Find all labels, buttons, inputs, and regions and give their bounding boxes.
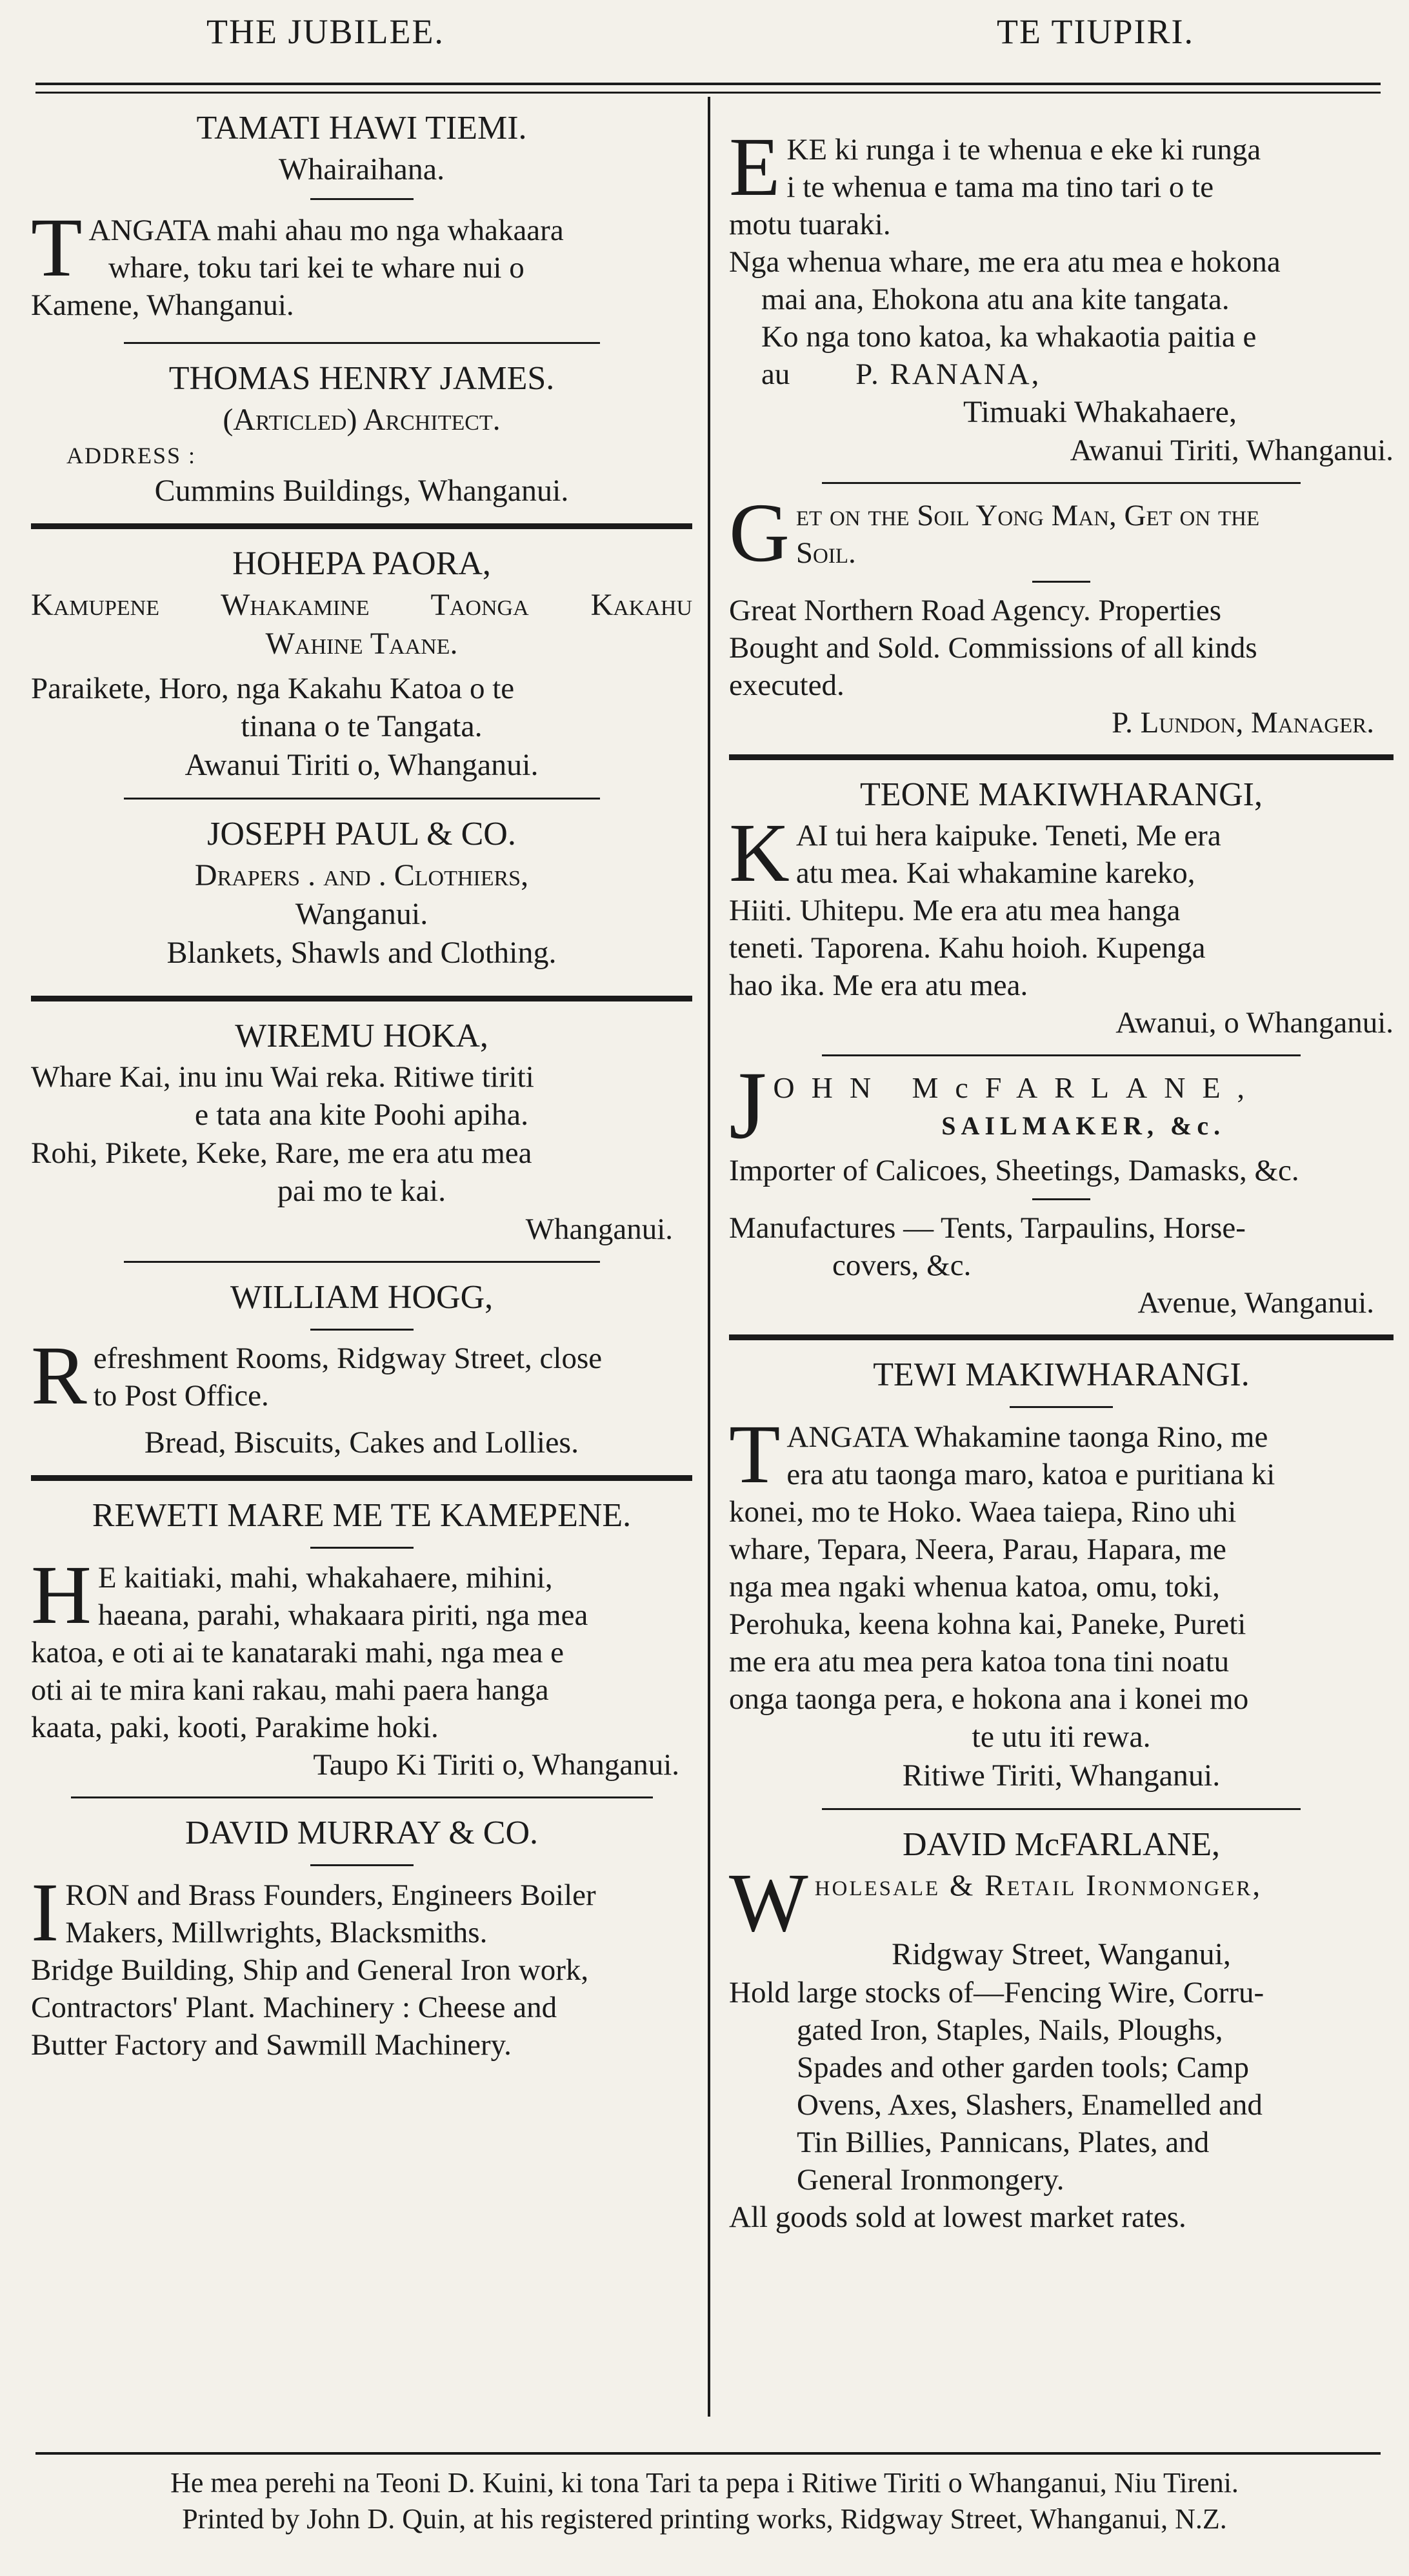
ad-line: AI tui hera kaipuke. Teneti, Me era <box>795 819 1221 852</box>
ad-line: et on the Soil Yong Man, Get on the <box>795 499 1260 532</box>
ad-hohepa <box>31 542 692 785</box>
ad-line: Hiiti. Uhitepu. Me era atu mea hanga <box>729 894 1181 927</box>
ad-line: Ritiwe Tiriti, Whanganui. <box>902 1758 1221 1793</box>
ad-line: whare, Tepara, Neera, Parau, Hapara, me <box>729 1533 1226 1566</box>
ad-line: Ovens, Axes, Slashers, Enamelled and <box>797 2088 1263 2122</box>
ad-line: Manufactures — Tents, Tarpaulins, Horse- <box>729 1211 1246 1245</box>
ad-line: onga taonga pera, e hokona ana i konei mo <box>729 1682 1249 1716</box>
section-rule <box>822 482 1301 484</box>
ad-line: Awanui Tiriti o, Whanganui. <box>185 748 539 782</box>
drop-cap: H <box>31 1549 92 1642</box>
short-rule <box>310 1864 414 1866</box>
short-rule <box>1032 1198 1090 1200</box>
ad-line: konei, mo te Hoko. Waea taiepa, Rino uhi <box>729 1495 1237 1529</box>
ad-line: General Ironmongery. <box>797 2163 1064 2197</box>
ad-line: hao ika. Me era atu mea. <box>729 969 1028 1002</box>
section-rule <box>729 1334 1394 1340</box>
section-rule <box>124 1261 600 1263</box>
ad-line: au <box>761 357 790 391</box>
ad-line: ANGATA Whakamine taonga Rino, me <box>786 1420 1268 1454</box>
ad-line: holesale & Retail Ironmonger, <box>814 1869 1263 1902</box>
ad-line: Whare Kai, inu inu Wai reka. Ritiwe tiriti <box>31 1060 534 1094</box>
ad-tewi <box>729 1353 1394 1795</box>
ad-line: Nga whenua whare, me era atu mea e hokona <box>729 245 1281 279</box>
ad-line: Hold large stocks of—Fencing Wire, Corru- <box>729 1976 1264 2009</box>
ad-line: Contractors' Plant. Machinery : Cheese and <box>31 1991 557 2024</box>
ad-line: nga mea ngaki whenua katoa, omu, toki, <box>729 1570 1220 1604</box>
short-rule <box>310 1547 414 1549</box>
ad-line: whare, toku tari kei te whare nui o <box>108 251 525 285</box>
ad-title: TEONE MAKIWHARANGI, <box>860 776 1263 813</box>
ad-line: RON and Brass Founders, Engineers Boiler <box>65 1878 596 1912</box>
ad-line: Bread, Biscuits, Cakes and Lollies. <box>144 1425 579 1460</box>
ad-line: oti ai te mira kani rakau, mahi paera hanga <box>31 1673 549 1707</box>
ad-title: DAVID McFARLANE, <box>902 1826 1221 1863</box>
ad-david-murray <box>31 1811 692 2064</box>
ad-reweti <box>31 1494 692 1784</box>
ad-line: KE ki runga i te whenua e eke ki runga <box>786 133 1261 166</box>
ad-line: E kaitiaki, mahi, whakahaere, mihini, <box>97 1561 553 1595</box>
footer-line-english: Printed by John D. Quin, at his registered printing works, Ridgway Street, Whanganui, N.Z. <box>182 2503 1227 2535</box>
ad-line: All goods sold at lowest market rates. <box>729 2200 1186 2234</box>
ad-thomas <box>31 357 692 510</box>
short-rule <box>1032 581 1090 583</box>
header-left: THE JUBILEE. <box>206 12 445 51</box>
ad-line: Importer of Calicoes, Sheetings, Damasks, &c. <box>729 1154 1299 1187</box>
ad-line: Avenue, Wanganui. <box>1137 1286 1374 1320</box>
ad-wiremu <box>31 1014 692 1248</box>
ad-line: Spades and other garden tools; Camp <box>797 2051 1249 2084</box>
ad-william <box>31 1276 692 1462</box>
ad-line: haeana, parahi, whakaara piriti, nga mea <box>97 1598 588 1632</box>
drop-cap: T <box>729 1408 781 1501</box>
ad-line: Rohi, Pikete, Keke, Rare, me era atu mea <box>31 1136 532 1170</box>
ad-tamati <box>31 106 692 324</box>
section-rule <box>71 1796 653 1798</box>
ad-line: e tata ana kite Poohi apiha. <box>194 1098 529 1132</box>
drop-cap: T <box>31 201 83 294</box>
left-column <box>31 106 692 2064</box>
ad-line: ANGATA mahi ahau mo nga whakaara <box>88 214 564 247</box>
ad-title: WILLIAM HOGG, <box>230 1279 494 1316</box>
ad-line: kaata, paki, kooti, Parakime hoki. <box>31 1711 439 1744</box>
ad-subtitle: Whairaihana. <box>278 152 445 186</box>
ad-line: Wahine Taane. <box>265 627 458 661</box>
ad-line: te utu iti rewa. <box>972 1720 1151 1754</box>
ad-soil <box>729 487 1394 741</box>
ad-line: mai ana, Ehokona atu ana kite tangata. <box>761 283 1230 316</box>
ad-line: P. Lundon, Manager. <box>1112 706 1374 740</box>
ad-line: teneti. Taporena. Kahu hoioh. Kupenga <box>729 931 1206 965</box>
ad-line: Butter Factory and Sawmill Machinery. <box>31 2028 512 2062</box>
top-rule-1 <box>35 83 1381 85</box>
short-rule <box>1010 1406 1113 1408</box>
ad-line: Bridge Building, Ship and General Iron work, <box>31 1953 589 1987</box>
footer-line-maori: He mea perehi na Teoni D. Kuini, ki tona Tari ta pepa i Ritiwe Tiriti o Whanganui, Niu Tireni. <box>170 2467 1239 2499</box>
ad-line: Awanui Tiriti, Whanganui. <box>1070 434 1394 467</box>
ad-line: Blankets, Shawls and Clothing. <box>166 936 557 970</box>
ad-line: i te whenua e tama ma tino tari o te <box>786 170 1214 204</box>
ad-line: Great Northern Road Agency. Properties <box>729 594 1222 627</box>
ad-line: tinana o te Tangata. <box>241 709 483 743</box>
footer-rule <box>35 2452 1381 2455</box>
ad-line: Wanganui. <box>295 897 428 931</box>
top-rule-2 <box>35 92 1381 94</box>
ad-john <box>729 1052 1394 1322</box>
short-rule <box>310 198 414 200</box>
ad-title: THOMAS HENRY JAMES. <box>168 360 555 397</box>
ad-title: REWETI MARE ME TE KAMEPENE. <box>92 1497 632 1534</box>
drop-cap: G <box>729 487 790 579</box>
ad-line: katoa, e oti ai te kanataraki mahi, nga mea e <box>31 1636 565 1669</box>
ad-line: Paraikete, Horo, nga Kakahu Katoa o te <box>31 672 515 705</box>
drop-cap: K <box>729 807 790 900</box>
ad-line: atu mea. Kai whakamine kareko, <box>795 856 1195 890</box>
drop-cap: W <box>729 1857 808 1949</box>
ad-line: Makers, Millwrights, Blacksmiths. <box>65 1916 488 1949</box>
ad-eke <box>729 121 1394 469</box>
ad-line: pai mo te kai. <box>277 1174 446 1208</box>
section-rule <box>31 1475 692 1481</box>
drop-cap: R <box>31 1329 87 1422</box>
ad-line: motu tuaraki. <box>729 208 891 241</box>
section-rule <box>124 342 600 344</box>
section-rule <box>729 754 1394 760</box>
drop-cap: E <box>729 121 781 214</box>
ad-line: Kamene, Whanganui. <box>31 288 294 322</box>
ad-title: TAMATI HAWI TIEMI. <box>196 110 527 146</box>
drop-cap: J <box>729 1052 767 1159</box>
ad-line: covers, &c. <box>832 1249 972 1282</box>
ad-line: executed. <box>729 669 844 702</box>
ad-line: Soil. <box>795 536 856 570</box>
section-rule <box>124 798 600 800</box>
section-rule <box>31 996 692 1001</box>
ad-line: Timuaki Whakahaere, <box>963 395 1237 429</box>
short-rule <box>310 1329 414 1331</box>
section-rule <box>822 1808 1301 1810</box>
ad-line: Taupo Ki Tiriti o, Whanganui. <box>313 1748 679 1782</box>
ad-david-mcfarlane <box>729 1823 1394 2236</box>
header-right: TE TIUPIRI. <box>997 12 1194 51</box>
ad-line: Bought and Sold. Commissions of all kinds <box>729 631 1257 665</box>
ad-line: Drapers . and . Clothiers, <box>194 858 529 892</box>
right-column <box>729 106 1394 2236</box>
ad-teone <box>729 773 1394 1041</box>
ad-line: efreshment Rooms, Ridgway Street, close <box>93 1342 603 1375</box>
address-label: ADDRESS : <box>66 443 197 468</box>
ad-line: to Post Office. <box>93 1379 269 1413</box>
ad-line: OHN McFARLANE, <box>773 1071 1262 1104</box>
ad-line: Whanganui. <box>525 1213 673 1246</box>
ad-line: Kamupene Whakamine Taonga Kakahu <box>31 588 692 622</box>
column-divider <box>708 97 710 2417</box>
ad-joseph <box>31 812 692 972</box>
ad-line: SAILMAKER, &c. <box>941 1111 1226 1140</box>
ad-subtitle: (Articled) Architect. <box>223 403 501 437</box>
signature: P. RANANA, <box>855 357 1041 391</box>
ad-title: WIREMU HOKA, <box>235 1018 488 1054</box>
ad-title: HOHEPA PAORA, <box>232 545 491 582</box>
ad-title: TEWI MAKIWHARANGI. <box>873 1356 1250 1393</box>
ad-line: me era atu mea pera katoa tona tini noatu <box>729 1645 1230 1678</box>
ad-title: JOSEPH PAUL & CO. <box>207 816 516 852</box>
ad-line: Ridgway Street, Wanganui, <box>892 1937 1231 1971</box>
section-rule <box>31 523 692 529</box>
ad-line: Tin Billies, Pannicans, Plates, and <box>797 2126 1210 2159</box>
ad-line: gated Iron, Staples, Nails, Ploughs, <box>797 2013 1223 2047</box>
ad-line: Awanui, o Whanganui. <box>1115 1006 1394 1040</box>
ad-line: Perohuka, keena kohna kai, Paneke, Pureti <box>729 1607 1246 1641</box>
ad-line: Ko nga tono katoa, ka whakaotia paitia e <box>761 320 1257 354</box>
drop-cap: I <box>31 1866 59 1959</box>
section-rule <box>822 1054 1301 1056</box>
ad-title: DAVID MURRAY & CO. <box>185 1815 539 1851</box>
ad-line: Cummins Buildings, Whanganui. <box>154 474 569 508</box>
ad-line: era atu taonga maro, katoa e puritiana ki <box>786 1458 1275 1491</box>
